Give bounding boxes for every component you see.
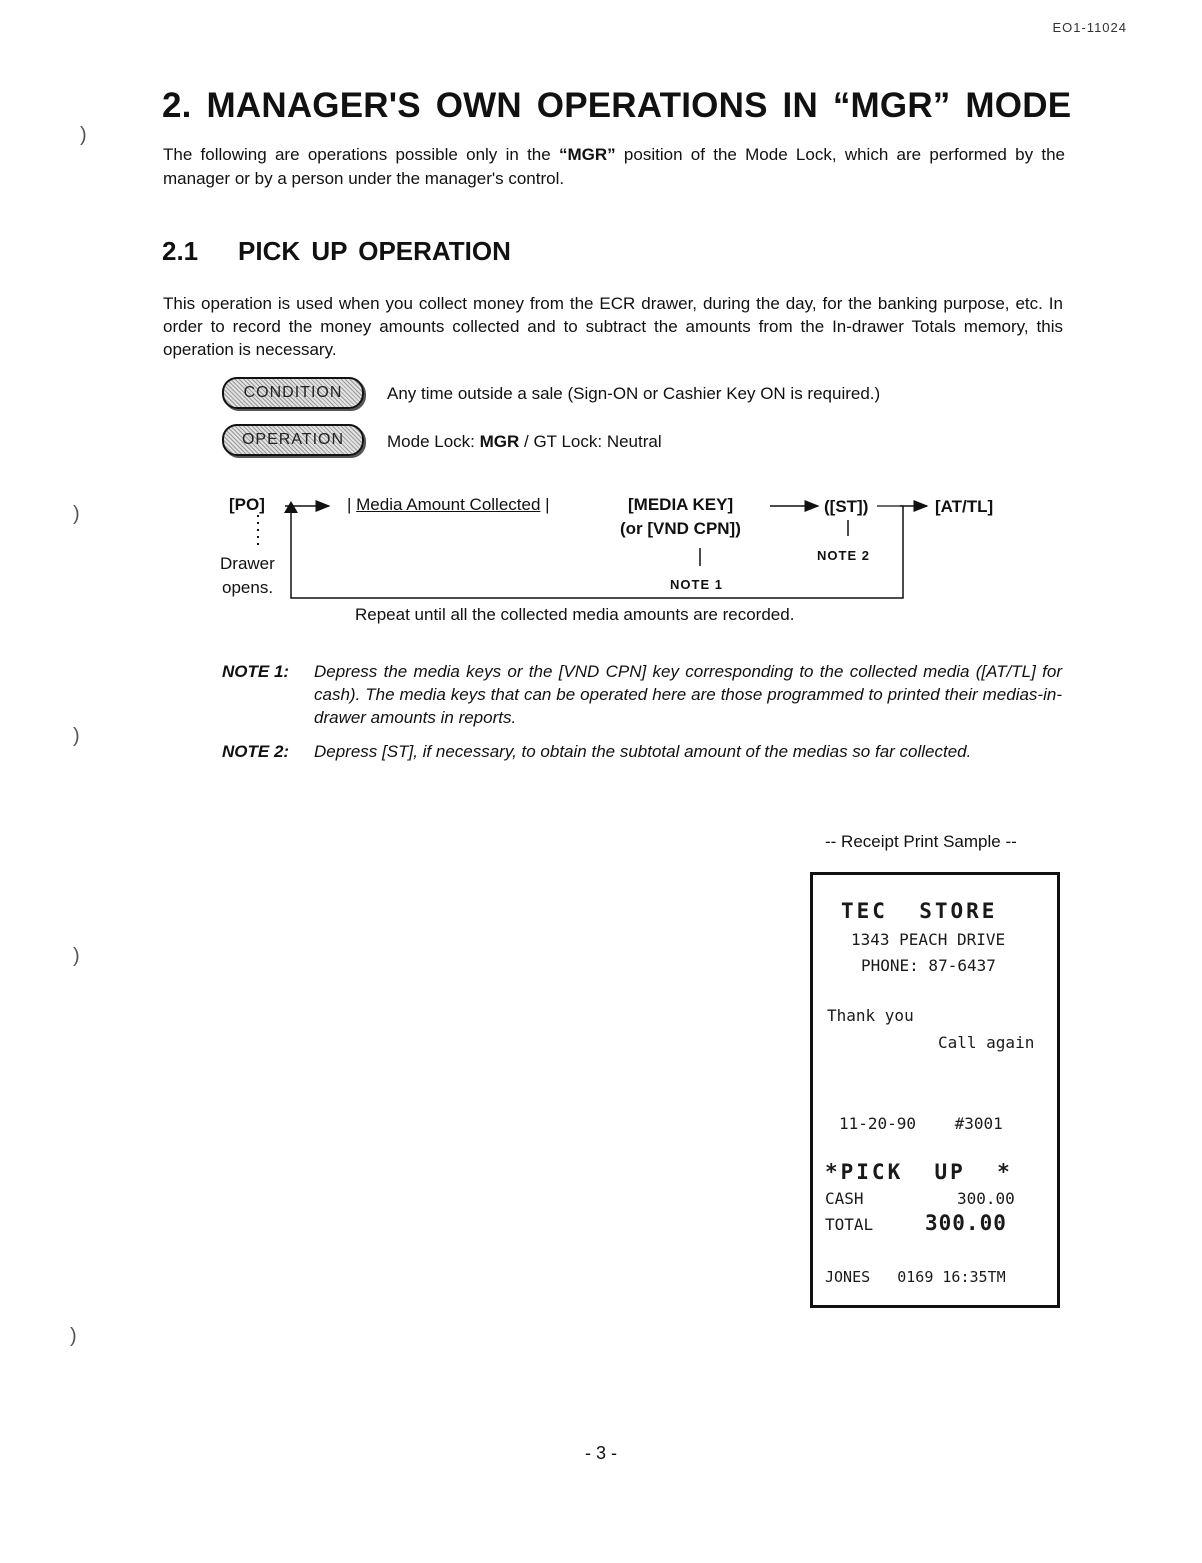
receipt-pickup: *PICK UP * — [825, 1160, 1013, 1184]
receipt-again: Call again — [938, 1033, 1035, 1052]
margin-mark: ) — [70, 1325, 77, 1347]
receipt-cash-label: CASH — [825, 1189, 864, 1208]
receipt-address: 1343 PEACH DRIVE — [851, 930, 1006, 949]
operation-badge: OPERATION — [222, 424, 364, 456]
intro-paragraph: The following are operations possible only in the “MGR” position of the Mode Lock, which are performed by the manager or by a person under the manager's control. — [163, 145, 1066, 188]
receipt-sample — [810, 872, 1060, 1308]
margin-mark: ) — [73, 725, 80, 747]
receipt-caption: -- Receipt Print Sample -- — [825, 832, 1017, 851]
condition-badge: CONDITION — [222, 377, 364, 409]
receipt-store: TEC STORE — [841, 899, 998, 923]
receipt-date: 11-20-90 #3001 — [839, 1114, 1003, 1133]
vnd-cpn-key: (or [VND CPN]) — [620, 519, 741, 538]
section-number: 2.1 — [162, 236, 199, 266]
page-title: 2. MANAGER'S OWN OPERATIONS IN “MGR” MODE — [162, 86, 1072, 125]
receipt-cash-value: 300.00 — [957, 1189, 1015, 1208]
note2-reference: NOTE 2 — [817, 548, 870, 563]
receipt-phone: PHONE: 87-6437 — [861, 956, 996, 975]
margin-mark: ) — [73, 503, 80, 525]
section-title: PICK UP OPERATION — [238, 236, 511, 266]
receipt-total-label: TOTAL — [825, 1215, 874, 1234]
note-label: NOTE 2: — [222, 742, 290, 761]
page-number: - 3 - — [585, 1443, 618, 1463]
repeat-loop-line — [291, 505, 903, 598]
repeat-caption: Repeat until all the collected media amounts are recorded. — [355, 605, 795, 624]
media-amount-box: | Media Amount Collected | — [347, 495, 550, 514]
flow-arrows — [0, 0, 1202, 640]
document-id: EO1-11024 — [1052, 20, 1127, 35]
media-key: [MEDIA KEY] — [628, 495, 734, 514]
receipt-thanks: Thank you — [827, 1006, 914, 1025]
operation-text: Mode Lock: MGR / GT Lock: Neutral — [387, 432, 662, 451]
section-description: This operation is used when you collect money from the ECR drawer, during the day, for the banking purpose, etc. In order to record the money amounts collected and to subtract the amounts from the In-drawer Totals memory, this operation is necessary. — [163, 294, 1063, 359]
po-key: [PO] — [229, 495, 265, 514]
note-2 — [222, 740, 1062, 763]
drawer-label: opens. — [222, 578, 274, 597]
margin-mark: ) — [80, 124, 87, 146]
drawer-label: Drawer — [220, 554, 275, 573]
note-1 — [222, 660, 1062, 729]
receipt-total-value: 300.00 — [925, 1211, 1007, 1235]
note-label: NOTE 1: — [222, 662, 290, 681]
st-key: ([ST]) — [824, 497, 869, 516]
condition-text: Any time outside a sale (Sign-ON or Cashier Key ON is required.) — [387, 384, 881, 403]
attl-key: [AT/TL] — [935, 497, 994, 516]
receipt-footer: JONES 0169 16:35TM — [825, 1268, 1006, 1286]
note-text: Depress [ST], if necessary, to obtain the subtotal amount of the medias so far collected. — [314, 742, 972, 761]
note1-reference: NOTE 1 — [670, 577, 723, 592]
margin-mark: ) — [73, 945, 80, 967]
repeat-loop-arrowhead — [284, 501, 298, 513]
note-text: Depress the media keys or the [VND CPN] key corresponding to the collected media ([AT/TL] for cash). The media keys that can be operated here are those programmed to printed their medias-in-drawer amounts in reports. — [314, 662, 1062, 727]
